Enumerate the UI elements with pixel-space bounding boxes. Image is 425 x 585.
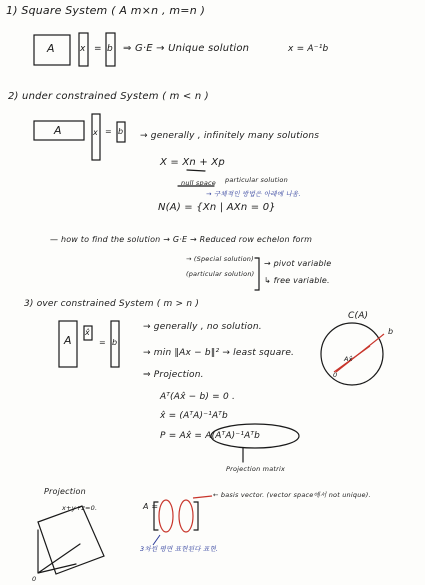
section1-solution: x = A⁻¹b [288,44,329,54]
section3-line3: ⇒ Projection. [143,370,204,380]
vector-x-label-2: x [93,128,98,137]
vector-b-label-2: b [118,127,124,136]
ax-hat-label: Ax̂ [344,355,353,363]
matrix-A-label: A [47,42,55,55]
projection-plane [38,506,104,574]
vector-xhat-label: x̂ [85,328,90,337]
section3-line2: → min ‖Ax − b‖² → least square. [143,348,295,358]
projection-title: Projection [44,487,86,496]
equals-sign-3: = [99,338,106,347]
free-variable: ↳ free variable. [264,276,330,285]
projection-matrix-label: Projection matrix [226,465,286,473]
equals-sign-2: = [105,127,112,136]
column-space-circle [321,323,383,385]
origin-label: 0 [333,371,338,379]
section3-line4: Aᵀ(Ax̂ − b) = 0 . [160,392,236,402]
b-label: b [388,327,394,336]
basis-vector-note: ← basis vector. (vector space에서 not unique). [213,491,371,499]
equals-sign: = [94,44,102,54]
section3-line6: P = Ax̂ = A(AᵀA)⁻¹Aᵀb [160,431,261,441]
solution-decomposition: X = Xn + Xp [160,157,225,168]
section1-heading: 1) Square System ( A m×n , m=n ) [6,4,206,17]
particular-solution-label: particular solution [225,176,288,184]
column-space-label: C(A) [348,311,369,321]
korean-plane-note: 3차원 평면 표현된다 표현. [140,545,219,553]
section1-result: ⇒ G·E → Unique solution [123,43,250,54]
null-space-label: null space [181,179,216,187]
matrix-A-prefix: A = [143,502,159,511]
section3-line1: → generally , no solution. [143,322,262,332]
particular-solution-2: (particular solution) [186,270,255,278]
section2-note: → generally , infinitely many solutions [140,131,320,141]
plane-origin: 0 [32,575,37,583]
howto-line: — how to find the solution → G·E → Reduced row echelon form [50,235,313,244]
vector-b-label: b [107,44,113,54]
korean-note: → 구체적인 방법은 아래에 나옴. [206,190,301,198]
special-solution: → (Special solution) [186,255,254,263]
section2-heading: 2) under constrained System ( m < n ) [8,91,209,102]
section3-heading: 3) over constrained System ( m > n ) [24,299,200,309]
pivot-variable: → pivot variable [264,259,332,268]
matrix-A-label-2: A [54,124,62,137]
vector-x-box-2 [92,114,100,160]
section3-line5: x̂ = (AᵀA)⁻¹Aᵀb [160,411,228,421]
vector-x-label: x [80,44,86,54]
nullspace-definition: N(A) = {Xn | AXn = 0} [158,202,276,213]
matrix-A-label-3: A [64,334,72,347]
plane-equation: x+y+z=0. [62,504,98,512]
vector-b-label-3: b [112,338,118,347]
